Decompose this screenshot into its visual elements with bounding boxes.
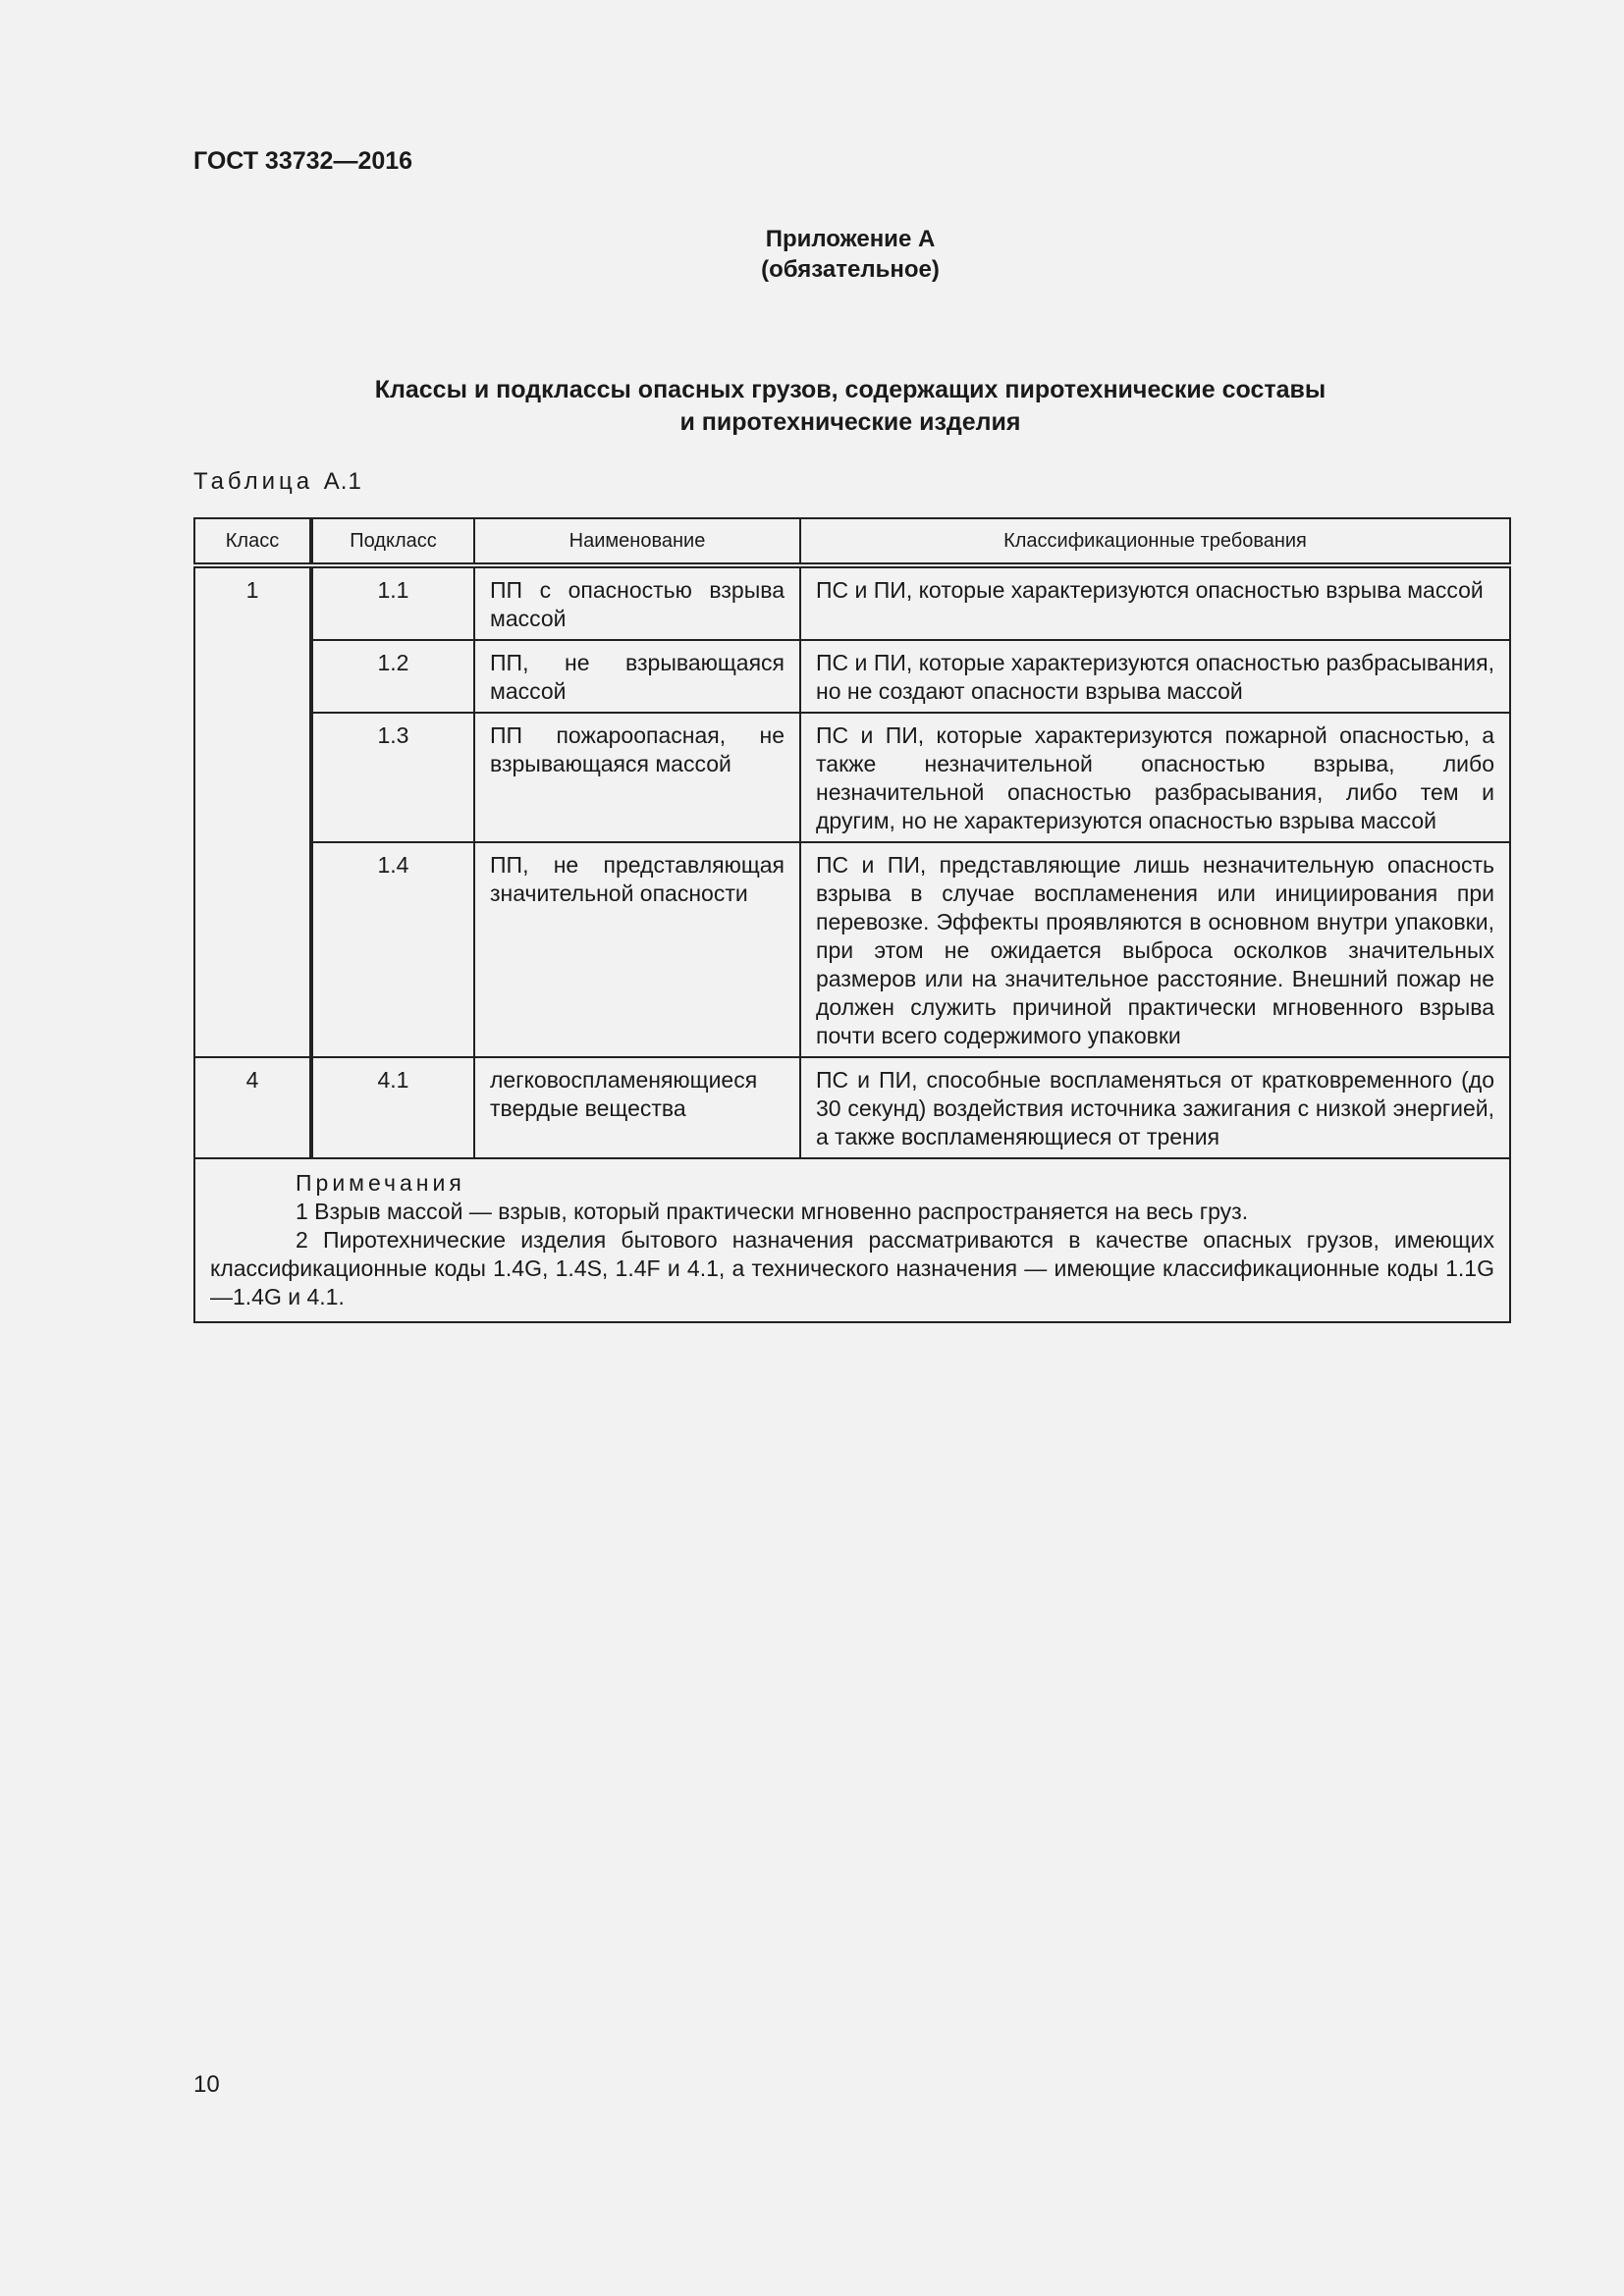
header-class: Класс	[194, 518, 311, 565]
header-subclass: Подкласс	[311, 518, 474, 565]
header-requirements: Классификационные требования	[800, 518, 1510, 565]
cell-name: ПП пожароопасная, не взрывающаяся массой	[474, 713, 800, 842]
section-title	[0, 374, 1624, 439]
table-row	[194, 640, 1510, 713]
notes-heading: Примечания	[296, 1170, 465, 1196]
note-item: 1 Взрыв массой — взрыв, который практически мгновенно распространяется на весь груз.	[296, 1199, 1249, 1224]
cell-requirements: ПС и ПИ, представляющие лишь незначительную опасность взрыва в случае воспламенения или инициирования при перевозке. Эффекты проявляются в основном внутри упаковки, при этом не ожидается выброса осколков значительных размеров или на значительное расстояние. Внешний пожар не должен служить причиной практически мгновенного взрыва почти всего содержимого упаковки	[800, 842, 1510, 1057]
appendix-heading	[0, 224, 1624, 285]
cell-requirements: ПС и ПИ, которые характеризуются пожарной опасностью, а также незначительной опасностью взрыва, либо незначительной опасностью разбрасывания, либо тем и другим, но не характеризуются опасностью взрыва массой	[800, 713, 1510, 842]
notes-cell	[194, 1158, 1510, 1322]
appendix-subtitle: (обязательное)	[761, 256, 940, 283]
cell-class: 1	[194, 565, 311, 1057]
section-title-line-1: Классы и подклассы опасных грузов, содержащих пиротехнические составы	[374, 376, 1326, 403]
table-label	[193, 468, 362, 496]
cell-subclass: 1.4	[311, 842, 474, 1057]
cell-class: 4	[194, 1057, 311, 1158]
table-row	[194, 842, 1510, 1057]
note-item: 2 Пиротехнические изделия бытового назначения рассматриваются в качестве опасных грузов, имеющих классификационные коды 1.4G, 1.4S, 1.4F и 4.1, а технического назначения — имеющие классификационные коды 1.1G—1.4G и 4.1.	[210, 1227, 1494, 1309]
cell-requirements: ПС и ПИ, которые характеризуются опасностью взрыва массой	[800, 565, 1510, 640]
table-label-number: А.1	[323, 468, 362, 495]
classes-table	[193, 517, 1511, 1323]
appendix-title: Приложение А	[765, 226, 936, 252]
cell-subclass: 1.1	[311, 565, 474, 640]
document-code: ГОСТ 33732—2016	[193, 147, 413, 175]
cell-name: ПП, не представляющая значительной опасности	[474, 842, 800, 1057]
header-name: Наименование	[474, 518, 800, 565]
table-row	[194, 1057, 1510, 1158]
cell-subclass: 1.2	[311, 640, 474, 713]
cell-subclass: 4.1	[311, 1057, 474, 1158]
cell-name: ПП с опасностью взрыва массой	[474, 565, 800, 640]
section-title-line-2: и пиротехнические изделия	[679, 408, 1021, 436]
notes-row	[194, 1158, 1510, 1322]
table-label-word: Таблица	[193, 468, 314, 495]
table-row	[194, 713, 1510, 842]
cell-requirements: ПС и ПИ, способные воспламеняться от кратковременного (до 30 секунд) воздействия источника зажигания с низкой энергией, а также воспламеняющиеся от трения	[800, 1057, 1510, 1158]
cell-subclass: 1.3	[311, 713, 474, 842]
table-row	[194, 565, 1510, 640]
cell-requirements: ПС и ПИ, которые характеризуются опасностью разбрасывания, но не создают опасности взрыва массой	[800, 640, 1510, 713]
cell-name: легковоспламеняющиеся твердые вещества	[474, 1057, 800, 1158]
cell-name: ПП, не взрывающаяся массой	[474, 640, 800, 713]
page-number: 10	[193, 2071, 220, 2098]
table-header-row	[194, 518, 1510, 565]
